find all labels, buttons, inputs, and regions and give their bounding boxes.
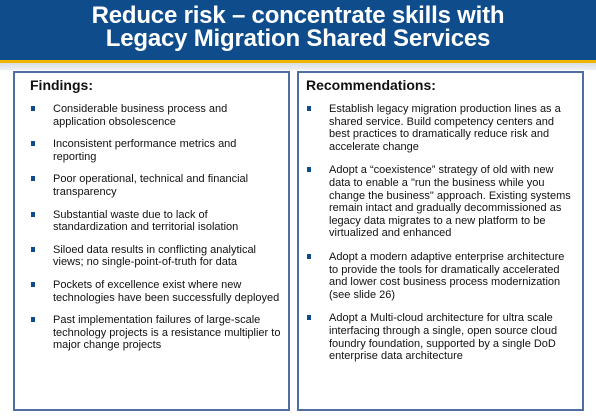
bullet-icon xyxy=(307,254,311,259)
finding-text: Pockets of excellence exist where new technologies have been successfully deployed xyxy=(53,278,280,304)
recommendation-text: Adopt a “coexistence” strategy of old with new data to enable a "run the business while you change the business" approach. Existing systems remain intact and gradually decommissioned as legacy data migrates to a new platform to be virtualized and enhanced xyxy=(329,164,571,240)
bullet-icon xyxy=(307,106,311,111)
finding-text: Poor operational, technical and financial transparency xyxy=(53,173,249,198)
list-item xyxy=(30,244,282,269)
recommendations-heading: Recommendations: xyxy=(306,77,436,93)
list-item xyxy=(30,138,282,163)
header-shadow-band xyxy=(0,63,596,70)
finding-text: Siloed data results in conflicting analytical views; no single-point-of-truth for data xyxy=(53,243,257,269)
finding-text: Inconsistent performance metrics and reporting xyxy=(53,138,237,163)
findings-heading: Findings: xyxy=(30,77,93,93)
list-item xyxy=(306,251,576,301)
bullet-icon xyxy=(31,247,35,252)
list-item xyxy=(306,103,576,153)
slide-title-line-1: Reduce risk – concentrate skills with xyxy=(91,2,505,29)
recommendation-text: Adopt a modern adaptive enterprise architecture to provide the tools for dramatically accelerated and lower cost business process modernization (see slide 26) xyxy=(329,250,565,301)
bullet-icon xyxy=(31,141,35,146)
bullet-icon xyxy=(31,282,35,287)
findings-list xyxy=(15,103,288,352)
slide-header xyxy=(0,0,596,60)
list-item xyxy=(30,279,282,304)
list-item xyxy=(30,173,282,198)
list-item xyxy=(30,209,282,234)
list-item xyxy=(30,314,282,352)
list-item xyxy=(306,164,576,240)
bullet-icon xyxy=(307,167,311,172)
bullet-icon xyxy=(31,106,35,111)
finding-text: Substantial waste due to lack of standardization and territorial isolation xyxy=(53,208,239,234)
bullet-icon xyxy=(31,212,35,217)
bullet-icon xyxy=(31,176,35,181)
list-item xyxy=(30,103,282,128)
recommendations-panel xyxy=(297,71,584,411)
finding-text: Considerable business process and application obsolescence xyxy=(53,103,228,128)
bullet-icon xyxy=(31,317,35,322)
bullet-icon xyxy=(307,315,311,320)
recommendation-text: Adopt a Multi-cloud architecture for ultra scale interfacing through a single, open source cloud foundry foundation, supported by a single DoD enterprise data architecture xyxy=(329,312,558,363)
list-item xyxy=(306,312,576,362)
finding-text: Past implementation failures of large-scale technology projects is a resistance multiplier to major change projects xyxy=(53,314,281,352)
recommendation-text: Establish legacy migration production lines as a shared service. Build competency centers and best practices to dramatically reduce risk and accelerate change xyxy=(329,103,561,153)
slide-title-line-2: Legacy Migration Shared Services xyxy=(105,25,491,52)
findings-panel xyxy=(13,71,290,411)
recommendations-list xyxy=(299,103,582,363)
